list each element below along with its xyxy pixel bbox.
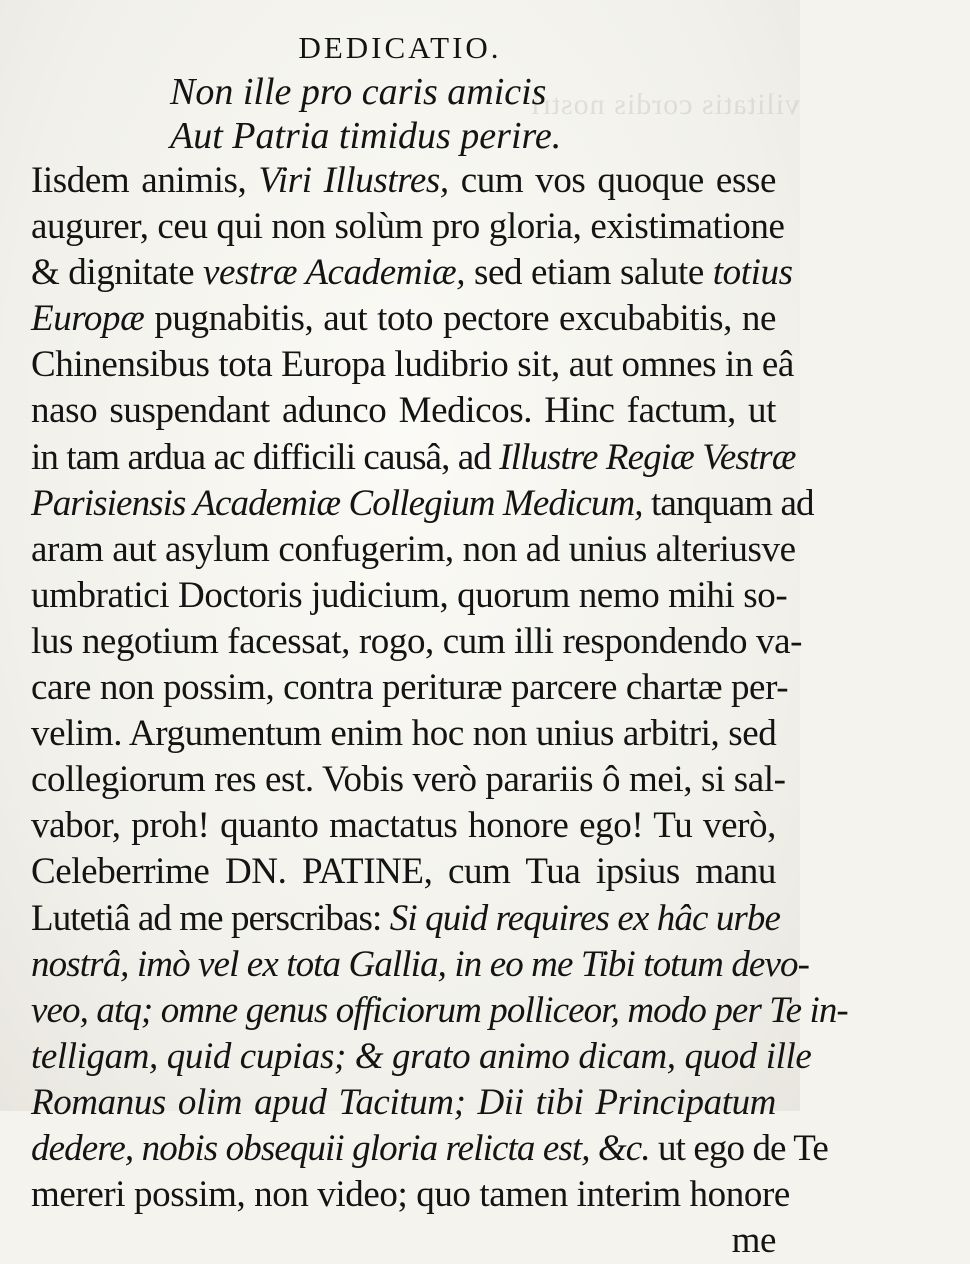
italic-segment: totius bbox=[712, 252, 793, 294]
text-line bbox=[31, 757, 786, 803]
text-segment: lus negotium facessat, rogo, cum illi respondendo va- bbox=[31, 620, 803, 662]
text-line bbox=[31, 1126, 828, 1172]
text-segment: Iisdem animis, bbox=[31, 160, 259, 201]
italic-segment: Viri Illustres, bbox=[258, 160, 449, 201]
text-line bbox=[31, 1080, 776, 1126]
italic-segment: vestræ Academiæ, bbox=[202, 252, 466, 294]
verse-line-1: Non ille pro caris amicis bbox=[170, 71, 547, 113]
text-segment: Chinensibus tota Europa ludibrio sit, aut omnes in eâ bbox=[31, 344, 794, 386]
text-segment: sed etiam salute bbox=[465, 252, 713, 294]
text-segment: collegiorum res est. Vobis verò parariis ô mei, si sal- bbox=[31, 759, 786, 801]
text-segment: Celeberrime DN. PATINE, cum Tua ipsius manu bbox=[31, 851, 776, 893]
italic-segment: dedere, nobis obsequii gloria relicta est, &c. bbox=[31, 1127, 650, 1169]
text-segment: tanquam ad bbox=[642, 482, 814, 524]
italic-segment: Europæ bbox=[31, 298, 145, 340]
text-line bbox=[31, 342, 794, 388]
text-segment: umbratici Doctoris judicium, quorum nemo mihi so- bbox=[31, 574, 788, 616]
text-segment: pugnabitis, aut toto pectore excubabitis, ne bbox=[144, 298, 776, 340]
text-segment: augurer, ceu qui non solùm pro gloria, existimatione bbox=[31, 206, 785, 248]
text-segment: in tam ardua ac difficili causâ, ad bbox=[31, 436, 500, 478]
italic-segment: telligam, quid cupias; & grato animo dicam, quod ille bbox=[31, 1035, 812, 1077]
italic-segment: nostrâ, imò vel ex tota Gallia, in eo me Tibi totum devo- bbox=[31, 943, 810, 985]
text-segment: care non possim, contra perituræ parcere chartæ per- bbox=[31, 667, 789, 709]
text-segment: Lutetiâ ad me perscribas: bbox=[31, 897, 390, 939]
text-line bbox=[31, 481, 814, 527]
text-line bbox=[31, 296, 776, 342]
text-line bbox=[31, 1218, 776, 1264]
text-line bbox=[31, 1172, 790, 1218]
text-segment: ut ego de Te bbox=[649, 1127, 828, 1169]
text-line bbox=[31, 1034, 812, 1080]
text-segment: velim. Argumentum enim hoc non unius arbitri, sed bbox=[31, 713, 777, 755]
italic-segment: Illustre Regiæ Vestræ bbox=[499, 436, 796, 478]
text-line bbox=[31, 711, 776, 757]
text-line bbox=[31, 803, 776, 849]
italic-segment: Romanus olim apud Tacitum; Dii tibi Principatum bbox=[31, 1081, 776, 1123]
dedication-body bbox=[31, 158, 848, 1264]
text-line bbox=[31, 896, 781, 942]
text-segment: naso suspendant adunco Medicos. Hinc factum, ut bbox=[31, 390, 776, 432]
text-line bbox=[31, 204, 785, 250]
text-line bbox=[31, 619, 803, 665]
text-segment: aram aut asylum confugerim, non ad unius alteriusve bbox=[31, 528, 796, 570]
verse-line-2: Aut Patria timidus perire. bbox=[170, 115, 562, 157]
text-line bbox=[31, 388, 776, 434]
text-segment: cum vos quoque esse bbox=[448, 160, 776, 201]
text-segment: mereri possim, non video; quo tamen interim honore bbox=[31, 1174, 790, 1216]
text-segment: vabor, proh! quanto mactatus honore ego! Tu verò, bbox=[31, 805, 776, 847]
text-line bbox=[31, 527, 796, 573]
text-line bbox=[31, 573, 788, 619]
text-line bbox=[31, 250, 793, 296]
text-line bbox=[31, 435, 796, 481]
text-line bbox=[31, 988, 848, 1034]
text-line bbox=[31, 942, 810, 988]
italic-segment: veo, atq; omne genus officiorum polliceor, modo per Te in- bbox=[31, 989, 848, 1031]
italic-segment: Parisiensis Academiæ Collegium Medicum, bbox=[31, 482, 643, 524]
text-line bbox=[31, 665, 789, 711]
text-segment: me bbox=[731, 1220, 776, 1262]
bleed-through-text: vilitatis cordis nostri bbox=[530, 88, 800, 121]
text-line bbox=[31, 849, 776, 895]
text-segment: & dignitate bbox=[31, 252, 203, 294]
italic-segment: Si quid requires ex hâc urbe bbox=[389, 897, 781, 939]
page-header: DEDICATIO. bbox=[298, 30, 502, 65]
text-line bbox=[31, 158, 776, 204]
